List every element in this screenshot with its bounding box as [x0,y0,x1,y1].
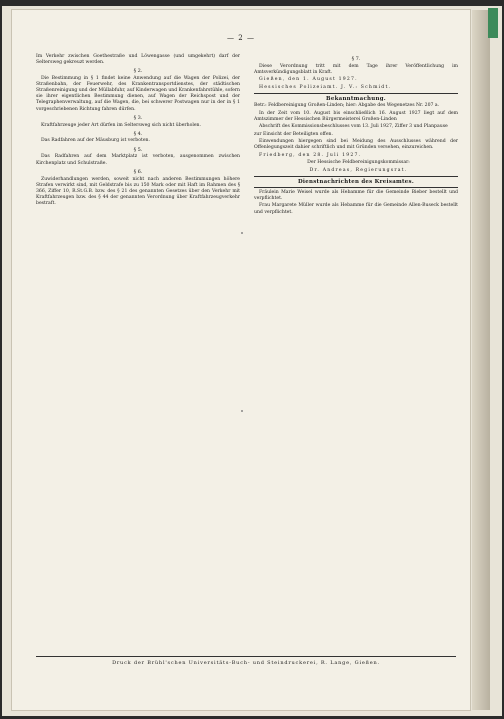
section-2-text: Die Bestimmung in § 1 findet keine Anwendung auf die Wagen der Polizei, der Straßenbahn, der Feuerwehr, des Krankentransportdienstes, der städtischen Straßenreinigung und der Müllabfuhr, auf Kinderwagen und Krankenfahrstühle, sofern sie ihrer eigentlichen Bestimmung dienen, auf Wagen der Reichspost und der Telegraphenverwaltung, auf die Wagen, die, bei schwerer Postwagen nur in der in § 1 vorgeschriebenen Richtung fahren dürfen. [36,76,240,112]
section-3-text: Kraftfahrzeuge jeder Art dürfen im Seltersweg sich nicht überholen. [41,122,201,128]
page-edge [472,10,490,710]
dienstnachrichten-text-2: Frau Margarete Müller wurde als Hebamme für die Gemeinde Allen-Buseck bestellt und verpflichtet. [254,203,458,215]
bekanntmachung-text-2: Abschrift des Kommissionsbeschlusses vom 13. Juli 1927, Ziffer 3 und Planpause [259,124,448,130]
bekanntmachung-text-1: In der Zeit vom 10. August bis einschließlich 16. August 1927 liegt auf dem Amtszimmer der Hessischen Bürgermeisterei Großen-Linden [254,110,458,122]
punch-mark [241,410,243,412]
right-column [254,54,458,217]
divider [254,93,458,94]
section-3-heading: § 3. [133,114,143,121]
bekanntmachung-heading: Bekanntmachung. [326,96,386,103]
section-4-text: Das Radfahren auf der Mäusburg ist verboten. [41,138,150,144]
section-7-place-date: Gießen, den 1. August 1927. [259,77,358,83]
bekanntmachung-authority-2: Dr. Andreas, Regierungsrat. [309,167,408,173]
section-6-text: Zuwiderhandlungen werden, soweit nicht nach anderen Bestimmungen höhere Strafen verwirkt sind, mit Geldstrafe bis zu 150 Mark oder mit Haft im Rahmen des § 366, Ziffer 10, R.St.G.B. bzw. des § 21 des genannten Gesetzes über den Verkehr mit Kraftfahrzeugen bzw. des § 44 der genannten Verordnung über Kraftfahrzeugverkehr bestraft. [36,176,240,206]
section-7-authority: Hessisches Polizeiamt. J. V.: Schmidt. [259,84,392,90]
section-5-text: Das Radfahren auf dem Marktplatz ist verboten, ausgenommen zwischen Kirchenplatz und Schulstraße. [36,154,240,166]
section-4-heading: § 4. [133,130,143,137]
scan-frame [2,6,502,716]
bekanntmachung-authority-1: Der Hessische Feldbereinigungskommissar: [307,160,410,166]
section-6-heading: § 6. [133,168,143,175]
section-5-heading: § 5. [133,146,143,153]
section-7-text: Diese Verordnung tritt mit dem Tage ihrer Veröffentlichung im Amtsverkündigungsblatt in Kraft. [254,63,458,75]
bekanntmachung-text-3: zur Einsicht der Beteiligten offen. [254,131,333,137]
page-number: — 2 — [227,34,255,42]
intro-text: Im Verkehr zwischen Goethestraße und Löwengasse (und umgekehrt) darf der Seltersweg gekreuzt werden. [36,54,240,66]
bekanntmachung-place-date: Friedberg, den 28. Juli 1927. [259,152,362,158]
section-7-heading: § 7. [351,56,361,63]
bekanntmachung-text-4: Einwendungen hiergegen sind bei Meidung des Ausschlusses während der Offenlegungszeit dahier schriftlich und mit Gründen versehen, einzureichen. [254,139,458,151]
left-column [36,54,240,208]
punch-mark [241,232,243,234]
dienstnachrichten-heading: Dienstnachrichten des Kreisamtes. [297,178,415,185]
printer-footer: Druck der Brühl'schen Universitäts-Buch- und Steindruckerei, R. Lange, Gießen. [36,656,456,666]
divider [254,176,458,177]
document-page [12,10,470,710]
bookmark-tab [488,8,498,38]
bekanntmachung-betreff: Betr.: Feldbereinigung Großen-Linden; hier: Abgabe des Wegenetzes Nr. 207 a. [254,103,440,109]
dienstnachrichten-text-1: Fräulein Marie Weisel wurde als Hebamme für die Gemeinde Bieber bestellt und verpflichtet. [254,189,458,201]
divider [254,187,458,188]
section-2-heading: § 2. [133,68,143,75]
